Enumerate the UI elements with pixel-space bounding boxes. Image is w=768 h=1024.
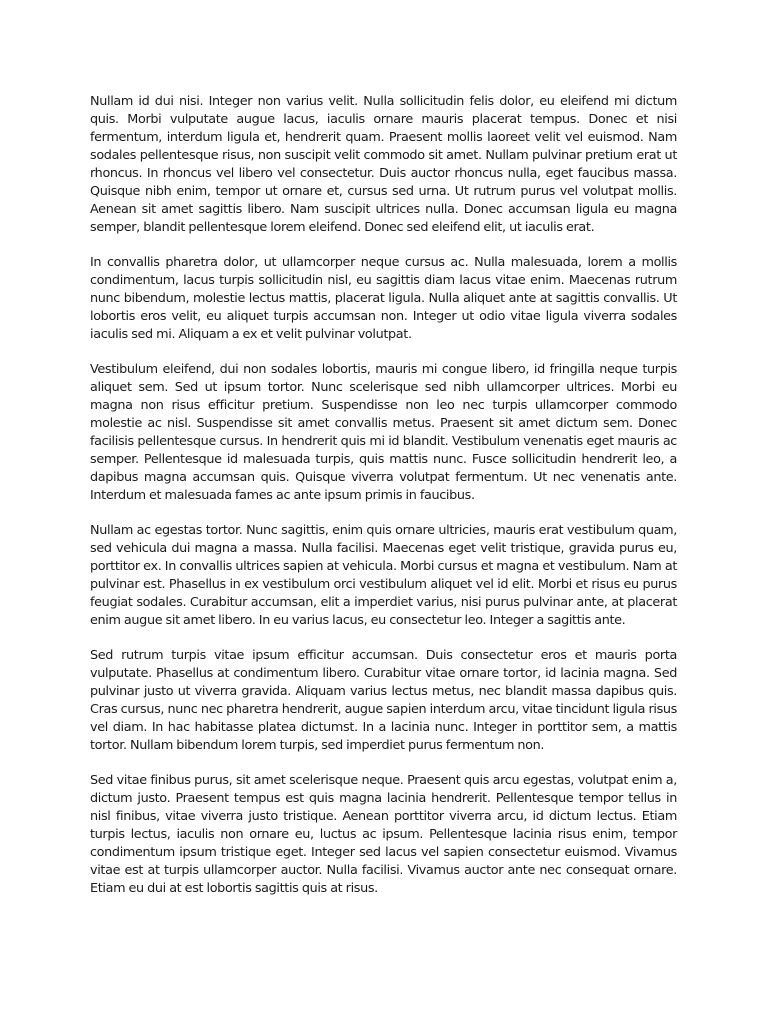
paragraph-2: In convallis pharetra dolor, ut ullamcorper neque cursus ac. Nulla malesuada, lorem a mollis condimentum, lacus turpis sollicitudin nisl, eu sagittis diam lacus vitae enim. Maecenas rutrum nunc bibendum, molestie lectus mattis, placerat ligula. Nulla aliquet ante at sagittis convallis. Ut lobortis eros velit, eu aliquet turpis accumsan non. Integer ut odio vitae ligula viverra sodales iaculis sed mi. Aliquam a ex et velit pulvinar volutpat.	[90, 255, 677, 342]
paragraph-4: Nullam ac egestas tortor. Nunc sagittis, enim quis ornare ultricies, mauris erat vestibulum quam, sed vehicula dui magna a massa. Nulla facilisi. Maecenas eget velit tristique, gravida purus eu, porttitor ex. In convallis ultrices sapien at vehicula. Morbi cursus et magna et vestibulum. Nam at pulvinar est. Phasellus in ex vestibulum orci vestibulum aliquet vel id elit. Morbi et risus eu purus feugiat sodales. Curabitur accumsan, elit a imperdiet varius, nisi purus pulvinar ante, at placerat enim augue sit amet libero. In eu varius lacus, eu consectetur leo. Integer a sagittis ante.	[90, 523, 677, 628]
paragraph-3: Vestibulum eleifend, dui non sodales lobortis, mauris mi congue libero, id fringilla neque turpis aliquet sem. Sed ut ipsum tortor. Nunc scelerisque sed nibh ullamcorper ultrices. Morbi eu magna non risus efficitur pretium. Suspendisse non leo nec turpis ullamcorper commodo molestie ac nisl. Suspendisse sit amet convallis metus. Praesent sit amet dictum sem. Donec facilisis pellentesque cursus. In hendrerit quis mi id blandit. Vestibulum venenatis eget mauris ac semper. Pellentesque id malesuada turpis, quis mattis nunc. Fusce sollicitudin hendrerit leo, a dapibus magna accumsan quis. Quisque viverra volutpat fermentum. Ut nec venenatis ante. Interdum et malesuada fames ac ante ipsum primis in faucibus.	[90, 362, 677, 503]
document-body	[90, 93, 677, 915]
paragraph-1: Nullam id dui nisi. Integer non varius velit. Nulla sollicitudin felis dolor, eu eleifend mi dictum quis. Morbi vulputate augue lacus, iaculis ornare mauris placerat tempus. Donec et nisi fermentum, interdum ligula et, hendrerit quam. Praesent mollis laoreet velit vel euismod. Nam sodales pellentesque risus, non suscipit velit commodo sit amet. Nullam pulvinar pretium erat ut rhoncus. In rhoncus vel libero vel consectetur. Duis auctor rhoncus nulla, eget faucibus massa. Quisque nibh enim, tempor ut ornare et, cursus sed urna. Ut rutrum purus vel volutpat mollis. Aenean sit amet sagittis libero. Nam suscipit ultrices nulla. Donec accumsan ligula eu magna semper, blandit pellentesque lorem eleifend. Donec sed eleifend elit, ut iaculis erat.	[90, 94, 677, 235]
paragraph-5: Sed rutrum turpis vitae ipsum efficitur accumsan. Duis consectetur eros et mauris porta vulputate. Phasellus at condimentum libero. Curabitur vitae ornare tortor, id lacinia magna. Sed pulvinar justo ut viverra gravida. Aliquam varius lectus metus, nec blandit massa dapibus quis. Cras cursus, nunc nec pharetra hendrerit, augue sapien interdum arcu, vitae tincidunt ligula risus vel diam. In hac habitasse platea dictumst. In a lacinia nunc. Integer in porttitor sem, a mattis tortor. Nullam bibendum lorem turpis, sed imperdiet purus fermentum non.	[90, 648, 677, 753]
paragraph-6: Sed vitae finibus purus, sit amet scelerisque neque. Praesent quis arcu egestas, volutpat enim a, dictum justo. Praesent tempus est quis magna lacinia hendrerit. Pellentesque tempor tellus in nisl finibus, vitae viverra justo tristique. Aenean porttitor viverra arcu, id dictum lectus. Etiam turpis lectus, iaculis non ornare eu, luctus ac ipsum. Pellentesque lacinia risus enim, tempor condimentum ipsum tristique eget. Integer sed lacus vel sapien consectetur euismod. Vivamus vitae est at turpis ullamcorper auctor. Nulla facilisi. Vivamus auctor ante nec consequat ornare. Etiam eu dui at est lobortis sagittis quis at risus.	[90, 773, 677, 896]
